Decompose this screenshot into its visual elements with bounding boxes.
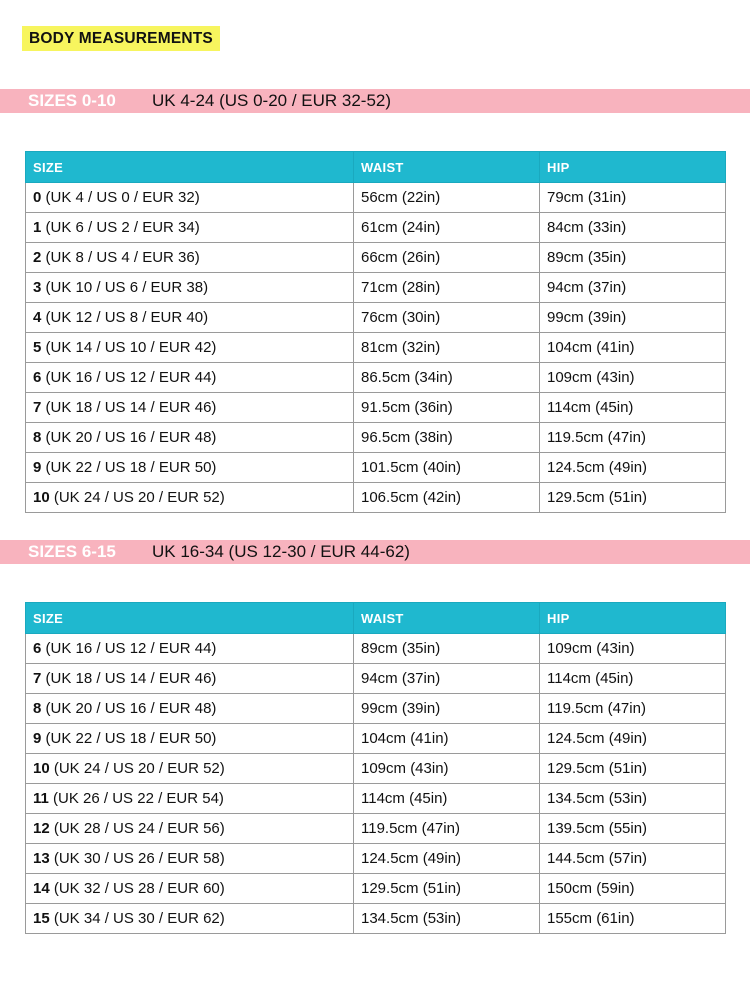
size-conversion: (UK 22 / US 18 / EUR 50): [45, 459, 217, 476]
size-number: 6: [33, 640, 42, 657]
size-conversion: (UK 18 / US 14 / EUR 46): [45, 399, 217, 416]
size-conversion: (UK 24 / US 20 / EUR 52): [53, 760, 225, 777]
waist-cell: 89cm (35in): [354, 634, 540, 664]
page-title: BODY MEASUREMENTS: [22, 26, 220, 51]
table-row: [26, 363, 726, 393]
size-conversion: (UK 28 / US 24 / EUR 56): [53, 820, 225, 837]
size-conversion: (UK 6 / US 2 / EUR 34): [45, 219, 200, 236]
size-conversion: (UK 8 / US 4 / EUR 36): [45, 249, 200, 266]
table-row: [26, 423, 726, 453]
table-header-row: [26, 603, 726, 634]
table-header-row: [26, 152, 726, 183]
hip-cell: 99cm (39in): [540, 303, 726, 333]
section-banner-1: [0, 89, 750, 113]
size-number: 9: [33, 730, 42, 747]
waist-cell: 129.5cm (51in): [354, 874, 540, 904]
hip-cell: 109cm (43in): [540, 634, 726, 664]
table-row: [26, 664, 726, 694]
size-number: 12: [33, 820, 50, 837]
waist-cell: 101.5cm (40in): [354, 453, 540, 483]
waist-cell: 134.5cm (53in): [354, 904, 540, 934]
size-cell: [26, 904, 354, 934]
size-cell: [26, 754, 354, 784]
waist-cell: 114cm (45in): [354, 784, 540, 814]
section-sizes-label: SIZES 6-15: [28, 542, 116, 561]
hip-cell: 129.5cm (51in): [540, 754, 726, 784]
table-row: [26, 724, 726, 754]
size-number: 10: [33, 489, 50, 506]
size-cell: [26, 664, 354, 694]
size-cell: [26, 453, 354, 483]
hip-cell: 134.5cm (53in): [540, 784, 726, 814]
waist-cell: 81cm (32in): [354, 333, 540, 363]
size-cell: [26, 814, 354, 844]
waist-cell: 124.5cm (49in): [354, 844, 540, 874]
size-conversion: (UK 14 / US 10 / EUR 42): [45, 339, 217, 356]
size-cell: [26, 483, 354, 513]
waist-cell: 61cm (24in): [354, 213, 540, 243]
hip-cell: 94cm (37in): [540, 273, 726, 303]
waist-cell: 76cm (30in): [354, 303, 540, 333]
size-conversion: (UK 24 / US 20 / EUR 52): [53, 489, 225, 506]
hip-cell: 104cm (41in): [540, 333, 726, 363]
waist-cell: 104cm (41in): [354, 724, 540, 754]
size-conversion: (UK 10 / US 6 / EUR 38): [45, 279, 209, 296]
hip-column-header: HIP: [540, 603, 726, 634]
size-conversion: (UK 16 / US 12 / EUR 44): [45, 640, 217, 657]
hip-cell: 155cm (61in): [540, 904, 726, 934]
size-conversion: (UK 30 / US 26 / EUR 58): [53, 850, 225, 867]
table-row: [26, 874, 726, 904]
hip-cell: 109cm (43in): [540, 363, 726, 393]
size-number: 3: [33, 279, 42, 296]
size-number: 7: [33, 399, 42, 416]
section-range-label: UK 4-24 (US 0-20 / EUR 32-52): [152, 91, 392, 110]
table-row: [26, 273, 726, 303]
size-cell: [26, 874, 354, 904]
table-row: [26, 844, 726, 874]
size-number: 5: [33, 339, 42, 356]
size-number: 8: [33, 429, 42, 446]
size-cell: [26, 183, 354, 213]
hip-column-header: HIP: [540, 152, 726, 183]
waist-cell: 91.5cm (36in): [354, 393, 540, 423]
waist-cell: 56cm (22in): [354, 183, 540, 213]
size-cell: [26, 273, 354, 303]
size-conversion: (UK 4 / US 0 / EUR 32): [45, 189, 200, 206]
waist-column-header: WAIST: [354, 603, 540, 634]
table-row: [26, 754, 726, 784]
size-cell: [26, 724, 354, 754]
size-table-1: [25, 151, 726, 513]
hip-cell: 124.5cm (49in): [540, 724, 726, 754]
waist-cell: 99cm (39in): [354, 694, 540, 724]
table-row: [26, 784, 726, 814]
size-cell: [26, 634, 354, 664]
hip-cell: 144.5cm (57in): [540, 844, 726, 874]
size-conversion: (UK 20 / US 16 / EUR 48): [45, 700, 217, 717]
size-conversion: (UK 32 / US 28 / EUR 60): [53, 880, 225, 897]
size-cell: [26, 303, 354, 333]
hip-cell: 119.5cm (47in): [540, 694, 726, 724]
size-cell: [26, 213, 354, 243]
size-conversion: (UK 22 / US 18 / EUR 50): [45, 730, 217, 747]
size-cell: [26, 423, 354, 453]
size-cell: [26, 844, 354, 874]
waist-column-header: WAIST: [354, 152, 540, 183]
hip-cell: 124.5cm (49in): [540, 453, 726, 483]
size-conversion: (UK 20 / US 16 / EUR 48): [45, 429, 217, 446]
table-row: [26, 904, 726, 934]
size-number: 0: [33, 189, 42, 206]
size-number: 8: [33, 700, 42, 717]
size-cell: [26, 784, 354, 814]
size-number: 11: [33, 790, 49, 807]
hip-cell: 89cm (35in): [540, 243, 726, 273]
hip-cell: 150cm (59in): [540, 874, 726, 904]
table-row: [26, 333, 726, 363]
hip-cell: 129.5cm (51in): [540, 483, 726, 513]
size-conversion: (UK 12 / US 8 / EUR 40): [45, 309, 209, 326]
size-conversion: (UK 18 / US 14 / EUR 46): [45, 670, 217, 687]
size-number: 9: [33, 459, 42, 476]
table-row: [26, 483, 726, 513]
hip-cell: 114cm (45in): [540, 393, 726, 423]
size-number: 2: [33, 249, 42, 266]
size-conversion: (UK 26 / US 22 / EUR 54): [53, 790, 224, 807]
size-number: 14: [33, 880, 50, 897]
table-row: [26, 453, 726, 483]
table-row: [26, 634, 726, 664]
waist-cell: 96.5cm (38in): [354, 423, 540, 453]
size-cell: [26, 694, 354, 724]
hip-cell: 79cm (31in): [540, 183, 726, 213]
table-row: [26, 213, 726, 243]
table-row: [26, 303, 726, 333]
table-row: [26, 243, 726, 273]
hip-cell: 119.5cm (47in): [540, 423, 726, 453]
size-cell: [26, 333, 354, 363]
table-row: [26, 694, 726, 724]
size-number: 10: [33, 760, 50, 777]
waist-cell: 119.5cm (47in): [354, 814, 540, 844]
waist-cell: 71cm (28in): [354, 273, 540, 303]
section-banner-2: [0, 540, 750, 564]
size-column-header: SIZE: [26, 152, 354, 183]
size-number: 4: [33, 309, 42, 326]
waist-cell: 86.5cm (34in): [354, 363, 540, 393]
size-table-2: [25, 602, 726, 934]
size-number: 1: [33, 219, 42, 236]
table-row: [26, 183, 726, 213]
waist-cell: 109cm (43in): [354, 754, 540, 784]
size-cell: [26, 393, 354, 423]
table-row: [26, 814, 726, 844]
size-cell: [26, 243, 354, 273]
size-number: 7: [33, 670, 42, 687]
waist-cell: 66cm (26in): [354, 243, 540, 273]
size-conversion: (UK 16 / US 12 / EUR 44): [45, 369, 217, 386]
size-number: 6: [33, 369, 42, 386]
section-sizes-label: SIZES 0-10: [28, 91, 116, 110]
size-conversion: (UK 34 / US 30 / EUR 62): [53, 910, 225, 927]
waist-cell: 94cm (37in): [354, 664, 540, 694]
section-range-label: UK 16-34 (US 12-30 / EUR 44-62): [152, 542, 410, 561]
size-number: 15: [33, 910, 50, 927]
size-column-header: SIZE: [26, 603, 354, 634]
hip-cell: 114cm (45in): [540, 664, 726, 694]
waist-cell: 106.5cm (42in): [354, 483, 540, 513]
hip-cell: 139.5cm (55in): [540, 814, 726, 844]
hip-cell: 84cm (33in): [540, 213, 726, 243]
table-row: [26, 393, 726, 423]
size-number: 13: [33, 850, 50, 867]
size-cell: [26, 363, 354, 393]
